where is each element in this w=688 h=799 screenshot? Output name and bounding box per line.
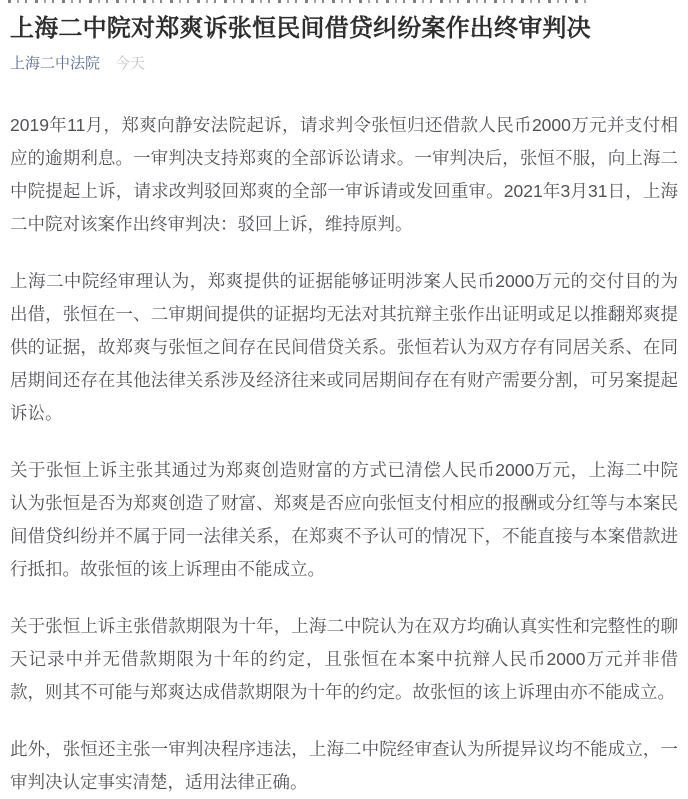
article-title: 上海二中院对郑爽诉张恒民间借贷纠纷案作出终审判决	[10, 15, 591, 42]
byline	[10, 54, 678, 73]
author-account-link[interactable]: 上海二中法院	[10, 55, 101, 72]
paragraph-5: 此外，张恒还主张一审判决程序违法，上海二中院经审查认为所提异议均不能成立，一审判决认定事实清楚，适用法律正确。	[10, 739, 678, 792]
article-body	[10, 109, 678, 799]
paragraph-1: 2019年11月，郑爽向静安法院起诉，请求判令张恒归还借款人民币2000万元并支付相应的逾期利息。一审判决支持郑爽的全部诉讼请求。一审判决后，张恒不服，向上海二中院提起上诉，请求改判驳回郑爽的全部一审诉请或发回重审。2021年3月31日，上海二中院对该案作出终审判决：驳回上诉，维持原判。	[10, 115, 678, 234]
paragraph-4: 关于张恒上诉主张借款期限为十年，上海二中院认为在双方均确认真实性和完整性的聊天记录中并无借款期限为十年的约定，且张恒在本案中抗辩人民币2000万元并非借款，则其不可能与郑爽达成借款期限为十年的约定。故张恒的该上诉理由亦不能成立。	[10, 616, 678, 702]
publish-date: 今天	[115, 55, 146, 72]
cropped-previous-line	[8, 0, 592, 3]
paragraph-2: 上海二中院经审理认为，郑爽提供的证据能够证明涉案人民币2000万元的交付目的为出借，张恒在一、二审期间提供的证据均无法对其抗辩主张作出证明或足以推翻郑爽提供的证据，故郑爽与张恒之间存在民间借贷关系。张恒若认为双方存有同居关系、在同居期间还存在其他法律关系涉及经济往来或同居期间存在有财产需要分割，可另案提起诉讼。	[10, 271, 678, 423]
paragraph-3: 关于张恒上诉主张其通过为郑爽创造财富的方式已清偿人民币2000万元，上海二中院认为张恒是否为郑爽创造了财富、郑爽是否应向张恒支付相应的报酬或分红等与本案民间借贷纠纷并不属于同一法律关系，在郑爽不予认可的情况下，不能直接与本案借款进行抵扣。故张恒的该上诉理由不能成立。	[10, 460, 678, 579]
